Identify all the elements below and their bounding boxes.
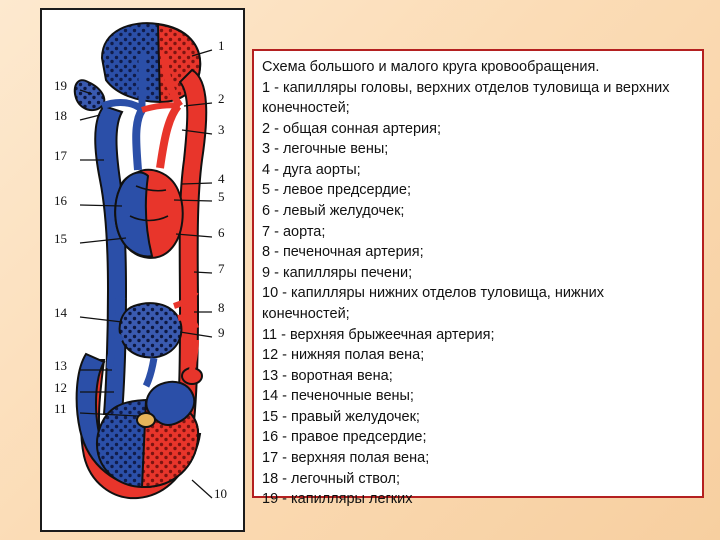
figure-label-19: 19 bbox=[54, 78, 67, 93]
liver-capillaries-shape bbox=[120, 303, 182, 357]
figure-label-3: 3 bbox=[218, 122, 225, 137]
legend-item-2: 2 - общая сонная артерия; bbox=[262, 120, 442, 137]
legend-item-14: 14 - печеночные вены; bbox=[262, 388, 414, 405]
figure-label-5: 5 bbox=[218, 189, 225, 204]
figure-label-14: 14 bbox=[54, 305, 67, 320]
figure-label-7: 7 bbox=[218, 261, 225, 276]
legend-item-6: 6 - левый желудочек; bbox=[262, 203, 405, 220]
legend-item-9: 9 - капилляры печени; bbox=[262, 264, 413, 281]
legend-panel bbox=[252, 49, 704, 508]
circulation-figure-panel bbox=[40, 8, 245, 532]
legend-item-8: 8 - печеночная артерия; bbox=[262, 244, 424, 261]
legend-item-3: 3 - легочные вены; bbox=[262, 141, 389, 158]
circulation-diagram-svg bbox=[42, 10, 243, 530]
legend-item-1: 1 - капилляры головы, верхних отделов туловища и верхних конечностей; bbox=[262, 79, 670, 117]
figure-label-9: 9 bbox=[218, 325, 225, 340]
heart-shape bbox=[115, 170, 182, 258]
lung-capillaries-shape bbox=[75, 80, 105, 110]
figure-label-6: 6 bbox=[218, 225, 225, 240]
figure-label-18: 18 bbox=[54, 108, 67, 123]
legend-item-11: 11 - верхняя брыжеечная артерия; bbox=[262, 326, 495, 343]
legend-item-18: 18 - легочный ствол; bbox=[262, 470, 401, 487]
figure-label-8: 8 bbox=[218, 300, 225, 315]
legend-item-16: 16 - правое предсердие; bbox=[262, 429, 427, 446]
legend-item-12: 12 - нижняя полая вена; bbox=[262, 347, 425, 364]
legend-item-4: 4 - дуга аорты; bbox=[262, 161, 361, 178]
legend-item-5: 5 - левое предсердие; bbox=[262, 182, 411, 199]
legend-item-13: 13 - воротная вена; bbox=[262, 367, 393, 384]
legend-item-17: 17 - верхняя полая вена; bbox=[262, 449, 430, 466]
figure-label-11: 11 bbox=[54, 401, 67, 416]
legend-item-15: 15 - правый желудочек; bbox=[262, 408, 420, 425]
legend-item-7: 7 - аорта; bbox=[262, 223, 326, 240]
legend-item-19: 19 - капилляры легких bbox=[262, 491, 413, 508]
figure-label-4: 4 bbox=[218, 171, 225, 186]
legend-list bbox=[262, 78, 694, 510]
figure-label-2: 2 bbox=[218, 91, 225, 106]
legend-item-10: 10 - капилляры нижних отделов туловища, нижних конечностей; bbox=[262, 285, 604, 322]
figure-label-10: 10 bbox=[214, 486, 227, 501]
legend-title: Схема большого и малого круга кровообращения. bbox=[262, 59, 600, 75]
figure-label-13: 13 bbox=[54, 358, 67, 373]
figure-label-12: 12 bbox=[54, 380, 67, 395]
figure-label-16: 16 bbox=[54, 193, 67, 208]
figure-label-15: 15 bbox=[54, 231, 67, 246]
figure-label-17: 17 bbox=[54, 148, 67, 163]
figure-label-1: 1 bbox=[218, 38, 225, 53]
